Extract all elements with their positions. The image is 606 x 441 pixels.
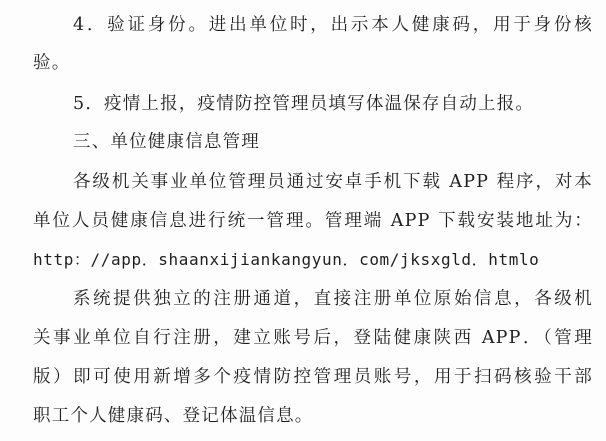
- section-heading-3: 三、单位健康信息管理: [73, 132, 260, 152]
- paragraph-2-line-1: 系统提供独立的注册通道，直接注册单位原始信息，各级机: [73, 289, 593, 309]
- paragraph-2-line-2: 关事业单位自行注册，建立账号后，登陆健康陕西 APP．（管理: [33, 328, 593, 348]
- paragraph-1-line-1: 各级机关事业单位管理员通过安卓手机下载 APP 程序，对本: [73, 172, 593, 192]
- paragraph-item-4-line-2: 验。: [33, 53, 71, 73]
- paragraph-item-4-line-1: 4．验证身份。进出单位时，出示本人健康码，用于身份核: [73, 15, 593, 35]
- paragraph-1-line-2: 单位人员健康信息进行统一管理。管理端 APP 下载安装地址为：: [33, 211, 593, 231]
- download-url: http：//app．shaanxijiankangyun．com/jksxgld．htmlo: [33, 250, 540, 269]
- paragraph-2-line-3: 版）即可使用新增多个疫情防控管理员账号，用于扫码核验干部: [33, 367, 593, 387]
- paragraph-2-line-4: 职工个人健康码、登记体温信息。: [33, 406, 314, 426]
- paragraph-item-5: 5．疫情上报，疫情防控管理员填写体温保存自动上报。: [73, 94, 535, 114]
